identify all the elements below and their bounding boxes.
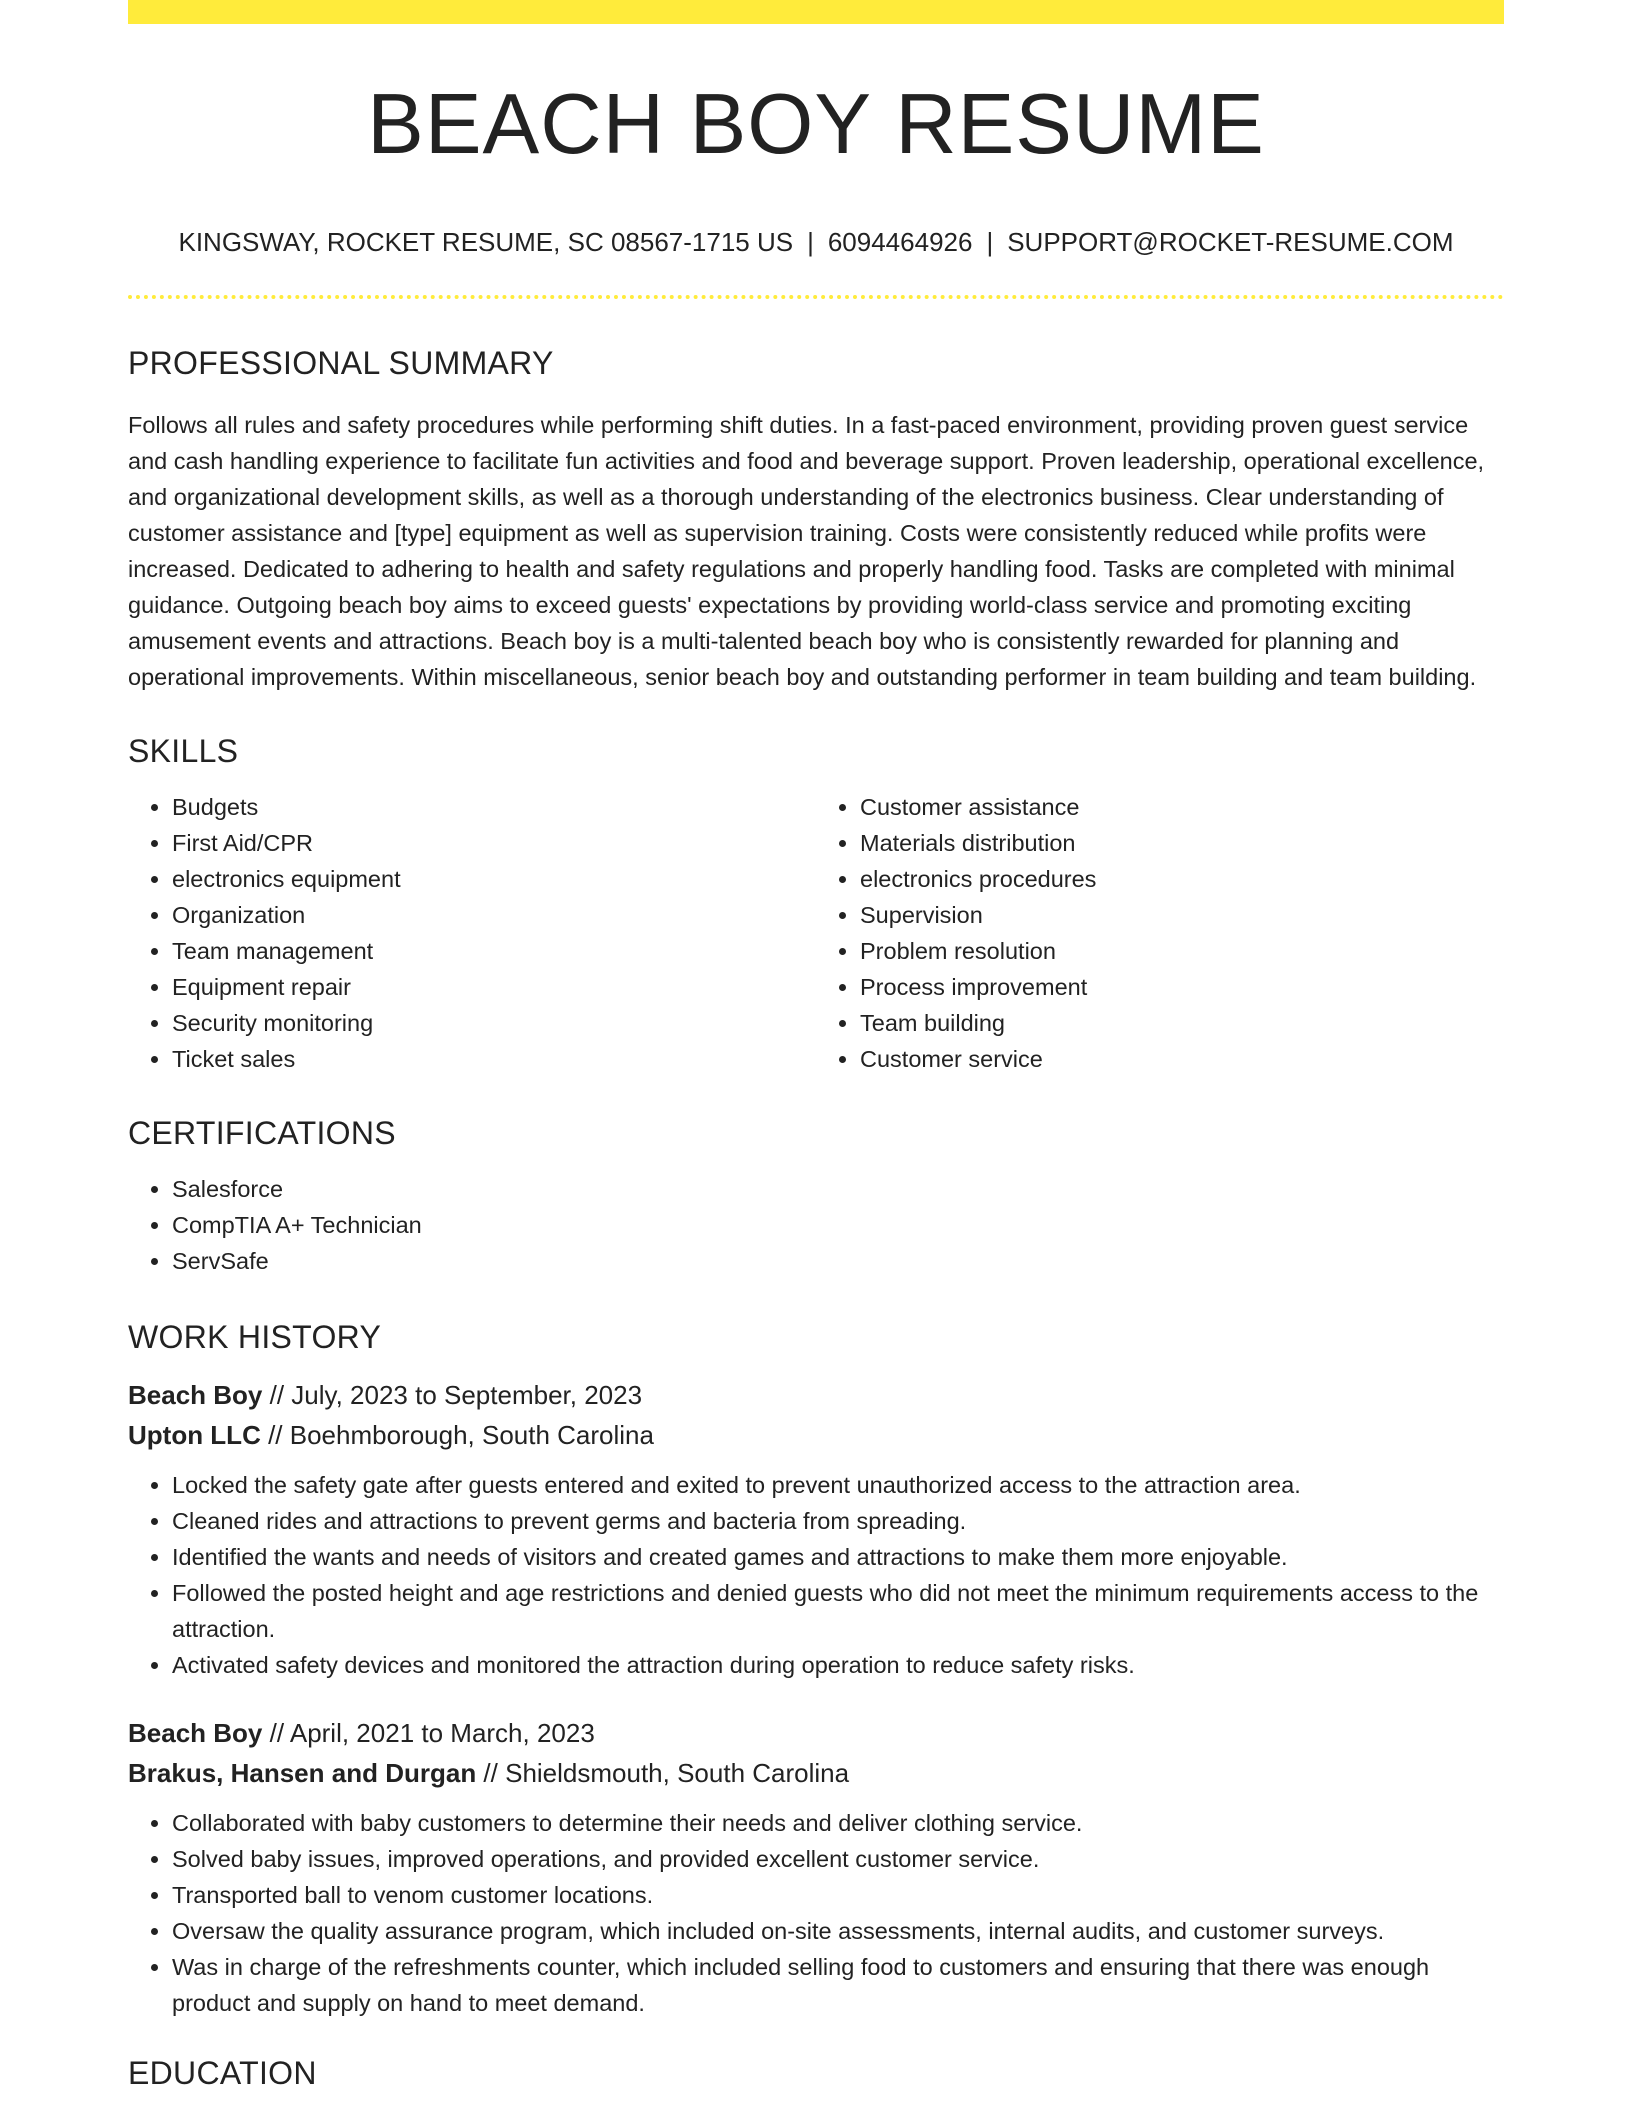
job-company: Brakus, Hansen and Durgan xyxy=(128,1758,477,1788)
duty-item: • Identified the wants and needs of visitors and created games and attractions to make them more enjoyable. xyxy=(172,1539,1504,1575)
certifications-list xyxy=(128,1171,1504,1279)
duty-item: • Followed the posted height and age restrictions and denied guests who did not meet the minimum requirements access to the attraction. xyxy=(172,1575,1504,1647)
certification-item: • ServSafe xyxy=(172,1243,1504,1279)
skill-item: • electronics procedures xyxy=(860,861,1504,897)
resume-page xyxy=(128,0,1504,2089)
skills-list-left xyxy=(128,789,816,1077)
duty-item: • Oversaw the quality assurance program, which included on-site assessments, internal audits, and customer surveys. xyxy=(172,1913,1504,1949)
skills-columns xyxy=(128,789,1504,1077)
skill-item: • Security monitoring xyxy=(172,1005,816,1041)
job-location: // Boehmborough, South Carolina xyxy=(260,1420,654,1450)
duty-item: • Was in charge of the refreshments counter, which included selling food to customers and ensuring that there was enough product and supply on hand to meet demand. xyxy=(172,1949,1504,2021)
skill-item: • Problem resolution xyxy=(860,933,1504,969)
contact-phone: 6094464926 xyxy=(827,227,973,257)
skills-list-right xyxy=(816,789,1504,1077)
contact-line xyxy=(128,229,1504,255)
skill-item: • Ticket sales xyxy=(172,1041,816,1077)
contact-email: SUPPORT@ROCKET-RESUME.COM xyxy=(1007,227,1454,257)
skill-item: • Team management xyxy=(172,933,816,969)
skill-item: • Budgets xyxy=(172,789,816,825)
job-company: Upton LLC xyxy=(128,1420,261,1450)
duty-item: • Cleaned rides and attractions to prevent germs and bacteria from spreading. xyxy=(172,1503,1504,1539)
duty-item: • Collaborated with baby customers to determine their needs and deliver clothing service. xyxy=(172,1805,1504,1841)
job-role: Beach Boy xyxy=(128,1718,263,1748)
work-history-heading: WORK HISTORY xyxy=(128,1319,382,1355)
skill-item: • Customer service xyxy=(860,1041,1504,1077)
job-role: Beach Boy xyxy=(128,1380,263,1410)
skill-item: • electronics equipment xyxy=(172,861,816,897)
resume-name: BEACH BOY RESUME xyxy=(367,77,1265,172)
education-heading: EDUCATION xyxy=(128,2055,317,2091)
job-dates: // April, 2021 to March, 2023 xyxy=(262,1718,595,1748)
certification-item: • CompTIA A+ Technician xyxy=(172,1207,1504,1243)
job-location: // Shieldsmouth, South Carolina xyxy=(476,1758,850,1788)
contact-separator: | xyxy=(807,227,814,257)
duty-item: • Activated safety devices and monitored the attraction during operation to reduce safety risks. xyxy=(172,1647,1504,1683)
job-title-line xyxy=(128,1375,1504,1415)
skill-item: • Team building xyxy=(860,1005,1504,1041)
summary-text: Follows all rules and safety procedures while performing shift duties. In a fast-paced environment, providing proven guest service and cash handling experience to facilitate fun activities and food and beverage support. Proven leadership, operational excellence, and organizational development skills, as well as a thorough understanding of the electronics business. Clear understanding of customer assistance and [type] equipment as well as supervision training. Costs were consistently reduced while profits were increased. Dedicated to adhering to health and safety regulations and properly handling food. Tasks are completed with minimal guidance. Outgoing beach boy aims to exceed guests' expectations by providing world-class service and promoting exciting amusement events and attractions. Beach boy is a multi-talented beach boy who is consistently rewarded for planning and operational improvements. Within miscellaneous, senior beach boy and outstanding performer in team building and team building. xyxy=(128,412,1485,690)
duty-item: • Solved baby issues, improved operations, and provided excellent customer service. xyxy=(172,1841,1504,1877)
job-duties-list xyxy=(128,1805,1504,2021)
certifications-heading: CERTIFICATIONS xyxy=(128,1115,396,1151)
job-company-line xyxy=(128,1753,1504,1793)
job-company-line xyxy=(128,1415,1504,1455)
dotted-divider xyxy=(128,295,1504,299)
job-title-line xyxy=(128,1713,1504,1753)
accent-top-bar xyxy=(128,0,1504,24)
skill-item: • Supervision xyxy=(860,897,1504,933)
contact-separator: | xyxy=(986,227,994,257)
certification-item: • Salesforce xyxy=(172,1171,1504,1207)
skill-item: • Customer assistance xyxy=(860,789,1504,825)
duty-item: • Transported ball to venom customer locations. xyxy=(172,1877,1504,1913)
summary-heading: PROFESSIONAL SUMMARY xyxy=(128,345,554,381)
skills-heading: SKILLS xyxy=(128,733,239,769)
skill-item: • Process improvement xyxy=(860,969,1504,1005)
duty-item: • Locked the safety gate after guests entered and exited to prevent unauthorized access to the attraction area. xyxy=(172,1467,1504,1503)
skill-item: • Materials distribution xyxy=(860,825,1504,861)
skill-item: • Organization xyxy=(172,897,816,933)
skill-item: • Equipment repair xyxy=(172,969,816,1005)
job-dates: // July, 2023 to September, 2023 xyxy=(262,1380,643,1410)
skill-item: • First Aid/CPR xyxy=(172,825,816,861)
contact-address: KINGSWAY, ROCKET RESUME, SC 08567-1715 US xyxy=(178,227,794,257)
job-duties-list xyxy=(128,1467,1504,1683)
